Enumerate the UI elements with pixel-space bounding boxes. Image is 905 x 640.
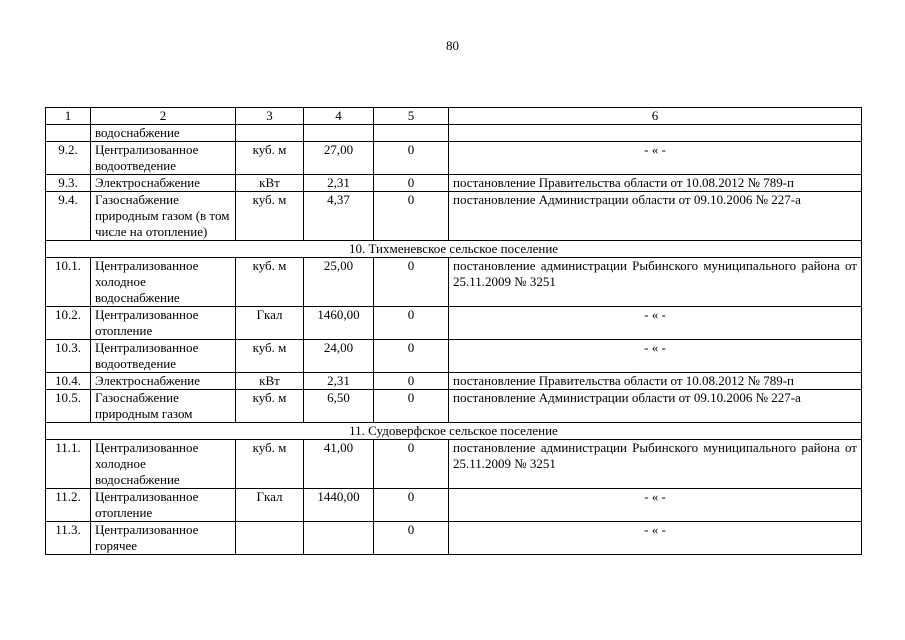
row-number-cell: 10.1.: [46, 258, 91, 307]
service-name-cell: Газоснабжение природным газом (в том числе на отопление): [91, 192, 236, 241]
service-name-cell: Централизованное холодное водоснабжение: [91, 440, 236, 489]
table-row: [46, 258, 862, 307]
legal-basis-cell: постановление Администрации области от 09.10.2006 № 227-а: [449, 390, 862, 423]
table-row: [46, 440, 862, 489]
service-name-cell: Централизованное горячее: [91, 522, 236, 555]
row-number-cell: 11.2.: [46, 489, 91, 522]
section-title: 11. Судоверфское сельское поселение: [46, 423, 862, 440]
service-name-cell: Централизованное водоотведение: [91, 142, 236, 175]
norm-value-cell: [304, 522, 374, 555]
unit-cell: [236, 125, 304, 142]
unit-cell: куб. м: [236, 340, 304, 373]
column-header: 5: [374, 108, 449, 125]
legal-basis-cell: постановление Администрации области от 09.10.2006 № 227-а: [449, 192, 862, 241]
table-row: [46, 142, 862, 175]
unit-cell: куб. м: [236, 258, 304, 307]
norm-value-cell: 2,31: [304, 175, 374, 192]
legal-basis-cell: - « -: [449, 489, 862, 522]
legal-basis-cell: - « -: [449, 142, 862, 175]
norm-value-cell: 6,50: [304, 390, 374, 423]
row-number-cell: [46, 125, 91, 142]
tariff-value-cell: 0: [374, 258, 449, 307]
table-body: [46, 108, 862, 555]
service-name-cell: Централизованное отопление: [91, 489, 236, 522]
table-row: [46, 390, 862, 423]
row-number-cell: 10.5.: [46, 390, 91, 423]
row-number-cell: 10.4.: [46, 373, 91, 390]
legal-basis-cell: постановление администрации Рыбинского муниципального района от 25.11.2009 № 3251: [449, 440, 862, 489]
legal-basis-cell: - « -: [449, 340, 862, 373]
table-row: [46, 307, 862, 340]
legal-basis-cell: постановление Правительства области от 10.08.2012 № 789-п: [449, 175, 862, 192]
tariff-value-cell: 0: [374, 192, 449, 241]
section-title: 10. Тихменевское сельское поселение: [46, 241, 862, 258]
row-number-cell: 11.1.: [46, 440, 91, 489]
tariff-value-cell: 0: [374, 390, 449, 423]
service-name-cell: водоснабжение: [91, 125, 236, 142]
service-name-cell: Электроснабжение: [91, 175, 236, 192]
table-header-row: [46, 108, 862, 125]
norm-value-cell: 27,00: [304, 142, 374, 175]
column-header: 1: [46, 108, 91, 125]
legal-basis-cell: постановление администрации Рыбинского муниципального района от 25.11.2009 № 3251: [449, 258, 862, 307]
norm-value-cell: 1440,00: [304, 489, 374, 522]
norm-value-cell: 4,37: [304, 192, 374, 241]
norm-value-cell: 25,00: [304, 258, 374, 307]
tariff-value-cell: 0: [374, 307, 449, 340]
tariff-value-cell: 0: [374, 142, 449, 175]
unit-cell: Гкал: [236, 489, 304, 522]
norm-value-cell: [304, 125, 374, 142]
unit-cell: куб. м: [236, 440, 304, 489]
table-row: [46, 522, 862, 555]
column-header: 6: [449, 108, 862, 125]
row-number-cell: 10.3.: [46, 340, 91, 373]
tariff-table: [45, 107, 862, 555]
norm-value-cell: 1460,00: [304, 307, 374, 340]
tariff-value-cell: 0: [374, 373, 449, 390]
service-name-cell: Централизованное холодное водоснабжение: [91, 258, 236, 307]
unit-cell: [236, 522, 304, 555]
unit-cell: Гкал: [236, 307, 304, 340]
norm-value-cell: 24,00: [304, 340, 374, 373]
legal-basis-cell: [449, 125, 862, 142]
column-header: 4: [304, 108, 374, 125]
legal-basis-cell: постановление Правительства области от 10.08.2012 № 789-п: [449, 373, 862, 390]
column-header: 3: [236, 108, 304, 125]
tariff-value-cell: 0: [374, 340, 449, 373]
service-name-cell: Электроснабжение: [91, 373, 236, 390]
table-row: [46, 373, 862, 390]
table-row: [46, 489, 862, 522]
table-row: [46, 192, 862, 241]
unit-cell: кВт: [236, 373, 304, 390]
section-row: [46, 241, 862, 258]
tariff-value-cell: 0: [374, 440, 449, 489]
section-row: [46, 423, 862, 440]
service-name-cell: Централизованное отопление: [91, 307, 236, 340]
row-number-cell: 9.2.: [46, 142, 91, 175]
unit-cell: куб. м: [236, 142, 304, 175]
table-row: [46, 125, 862, 142]
norm-value-cell: 41,00: [304, 440, 374, 489]
table-row: [46, 175, 862, 192]
tariff-value-cell: 0: [374, 522, 449, 555]
service-name-cell: Централизованное водоотведение: [91, 340, 236, 373]
row-number-cell: 9.3.: [46, 175, 91, 192]
tariff-value-cell: 0: [374, 489, 449, 522]
row-number-cell: 10.2.: [46, 307, 91, 340]
unit-cell: куб. м: [236, 192, 304, 241]
column-header: 2: [91, 108, 236, 125]
tariff-value-cell: [374, 125, 449, 142]
page-number: 80: [446, 38, 459, 53]
legal-basis-cell: - « -: [449, 307, 862, 340]
legal-basis-cell: - « -: [449, 522, 862, 555]
unit-cell: кВт: [236, 175, 304, 192]
table-row: [46, 340, 862, 373]
norm-value-cell: 2,31: [304, 373, 374, 390]
tariff-value-cell: 0: [374, 175, 449, 192]
unit-cell: куб. м: [236, 390, 304, 423]
service-name-cell: Газоснабжение природным газом: [91, 390, 236, 423]
row-number-cell: 9.4.: [46, 192, 91, 241]
row-number-cell: 11.3.: [46, 522, 91, 555]
